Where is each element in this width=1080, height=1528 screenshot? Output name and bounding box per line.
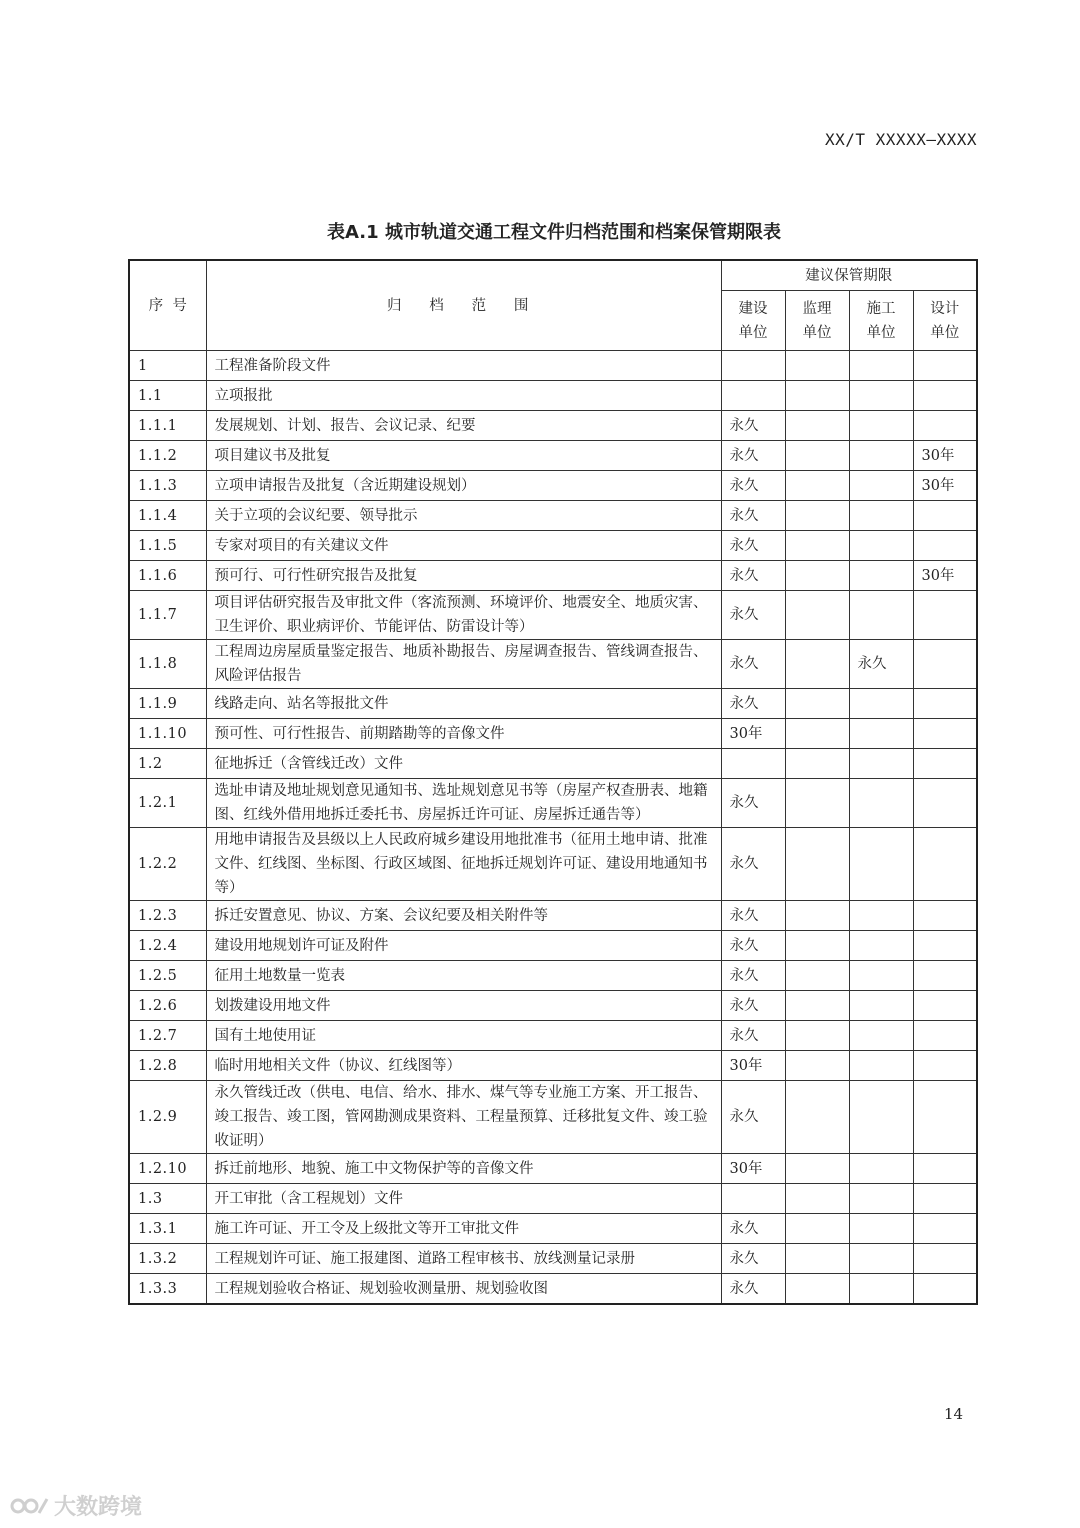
row-scope: 关于立项的会议纪要、领导批示 (206, 501, 721, 531)
row-number: 1.2.10 (129, 1154, 206, 1184)
row-scope: 开工审批（含工程规划）文件 (206, 1184, 721, 1214)
row-scope: 立项报批 (206, 381, 721, 411)
table-row (129, 1081, 977, 1154)
row-period-construction-owner (721, 351, 785, 381)
table-row (129, 1021, 977, 1051)
watermark-logo-icon (10, 1493, 50, 1519)
header-unit-construction-owner: 建设 单位 (721, 291, 785, 351)
row-period-construction-owner: 永久 (721, 961, 785, 991)
header-serial-number: 序 号 (129, 260, 206, 351)
table-body (129, 351, 977, 1305)
row-scope: 建设用地规划许可证及附件 (206, 931, 721, 961)
row-number: 1.2.5 (129, 961, 206, 991)
watermark-text: 大数跨境 (54, 1495, 143, 1520)
row-period-contractor (849, 531, 913, 561)
row-period-supervision (785, 991, 849, 1021)
row-scope: 专家对项目的有关建议文件 (206, 531, 721, 561)
table-row (129, 961, 977, 991)
row-period-design: 30年 (913, 471, 977, 501)
row-period-contractor (849, 471, 913, 501)
row-period-design (913, 719, 977, 749)
row-period-supervision (785, 351, 849, 381)
row-period-construction-owner: 永久 (721, 411, 785, 441)
table-row (129, 591, 977, 640)
row-period-contractor (849, 1154, 913, 1184)
row-period-supervision (785, 441, 849, 471)
row-period-contractor (849, 411, 913, 441)
archive-table (128, 259, 978, 1305)
row-period-contractor (849, 351, 913, 381)
row-period-design (913, 501, 977, 531)
row-period-supervision (785, 1021, 849, 1051)
table-row (129, 828, 977, 901)
table-row (129, 931, 977, 961)
row-period-design (913, 828, 977, 901)
table-title: 表A.1 城市轨道交通工程文件归档范围和档案保管期限表 (327, 222, 781, 243)
row-period-design (913, 640, 977, 689)
row-period-design: 30年 (913, 441, 977, 471)
row-scope: 工程规划许可证、施工报建图、道路工程审核书、放线测量记录册 (206, 1244, 721, 1274)
table-row (129, 640, 977, 689)
row-number: 1.2.2 (129, 828, 206, 901)
row-number: 1.1.9 (129, 689, 206, 719)
header-unit-supervision: 监理 单位 (785, 291, 849, 351)
row-period-supervision (785, 1081, 849, 1154)
row-period-design: 30年 (913, 561, 977, 591)
row-period-construction-owner: 永久 (721, 591, 785, 640)
row-period-contractor (849, 1081, 913, 1154)
row-period-design (913, 991, 977, 1021)
row-number: 1.2.3 (129, 901, 206, 931)
table-row (129, 1244, 977, 1274)
row-period-supervision (785, 749, 849, 779)
row-period-design (913, 931, 977, 961)
row-period-design (913, 1021, 977, 1051)
row-period-contractor (849, 1051, 913, 1081)
row-number: 1.2.6 (129, 991, 206, 1021)
row-period-contractor (849, 1214, 913, 1244)
row-period-supervision (785, 828, 849, 901)
row-period-supervision (785, 1214, 849, 1244)
row-period-contractor (849, 1184, 913, 1214)
row-number: 1.1.3 (129, 471, 206, 501)
row-number: 1.2 (129, 749, 206, 779)
row-period-contractor (849, 961, 913, 991)
row-scope: 划拨建设用地文件 (206, 991, 721, 1021)
row-period-contractor (849, 591, 913, 640)
row-number: 1.1.1 (129, 411, 206, 441)
row-scope: 预可行、可行性研究报告及批复 (206, 561, 721, 591)
header-archive-scope: 归 档 范 围 (206, 260, 721, 351)
row-period-contractor (849, 1274, 913, 1305)
row-period-construction-owner: 永久 (721, 561, 785, 591)
row-period-supervision (785, 471, 849, 501)
row-period-design (913, 531, 977, 561)
row-period-design (913, 961, 977, 991)
row-period-construction-owner: 30年 (721, 1051, 785, 1081)
row-scope: 预可性、可行性报告、前期踏勘等的音像文件 (206, 719, 721, 749)
row-period-construction-owner: 永久 (721, 1244, 785, 1274)
table-row (129, 901, 977, 931)
row-number: 1.1.4 (129, 501, 206, 531)
table-row (129, 1184, 977, 1214)
row-period-construction-owner: 永久 (721, 1274, 785, 1305)
row-period-construction-owner (721, 749, 785, 779)
row-period-supervision (785, 411, 849, 441)
row-period-construction-owner: 永久 (721, 441, 785, 471)
row-period-construction-owner (721, 381, 785, 411)
row-number: 1.1.8 (129, 640, 206, 689)
row-period-design (913, 1081, 977, 1154)
row-scope: 拆迁前地形、地貌、施工中文物保护等的音像文件 (206, 1154, 721, 1184)
row-period-contractor (849, 1021, 913, 1051)
row-period-supervision (785, 591, 849, 640)
table-row (129, 1154, 977, 1184)
row-period-construction-owner: 永久 (721, 991, 785, 1021)
row-scope: 临时用地相关文件（协议、红线图等） (206, 1051, 721, 1081)
row-period-contractor (849, 561, 913, 591)
row-number: 1.1.2 (129, 441, 206, 471)
row-scope: 永久管线迁改（供电、电信、给水、排水、煤气等专业施工方案、开工报告、竣工报告、竣工图，管网勘测成果资料、工程量预算、迁移批复文件、竣工验收证明） (206, 1081, 721, 1154)
row-period-supervision (785, 1154, 849, 1184)
row-period-contractor (849, 441, 913, 471)
row-period-construction-owner: 永久 (721, 931, 785, 961)
table-row (129, 531, 977, 561)
table-row (129, 351, 977, 381)
row-period-construction-owner: 永久 (721, 901, 785, 931)
row-number: 1.1.10 (129, 719, 206, 749)
row-scope: 征地拆迁（含管线迁改）文件 (206, 749, 721, 779)
row-period-contractor (849, 779, 913, 828)
table-row (129, 779, 977, 828)
page-number: 14 (944, 1405, 964, 1423)
row-scope: 工程周边房屋质量鉴定报告、地质补勘报告、房屋调查报告、管线调查报告、风险评估报告 (206, 640, 721, 689)
row-period-supervision (785, 640, 849, 689)
row-period-contractor (849, 501, 913, 531)
row-period-design (913, 1184, 977, 1214)
row-period-construction-owner (721, 1184, 785, 1214)
row-period-contractor (849, 749, 913, 779)
row-period-contractor (849, 381, 913, 411)
watermark (10, 1490, 142, 1521)
table-row (129, 381, 977, 411)
row-number: 1.1.7 (129, 591, 206, 640)
row-period-construction-owner: 永久 (721, 1214, 785, 1244)
row-period-design (913, 749, 977, 779)
row-scope: 拆迁安置意见、协议、方案、会议纪要及相关附件等 (206, 901, 721, 931)
table-row (129, 749, 977, 779)
row-number: 1.2.7 (129, 1021, 206, 1051)
row-period-contractor (849, 931, 913, 961)
row-period-design (913, 591, 977, 640)
table-row (129, 991, 977, 1021)
row-period-design (913, 381, 977, 411)
table-row (129, 441, 977, 471)
row-period-supervision (785, 1274, 849, 1305)
row-period-design (913, 351, 977, 381)
row-period-construction-owner: 永久 (721, 531, 785, 561)
row-period-design (913, 1051, 977, 1081)
row-scope: 选址申请及地址规划意见通知书、选址规划意见书等（房屋产权查册表、地籍图、红线外借用地拆迁委托书、房屋拆迁许可证、房屋拆迁通告等） (206, 779, 721, 828)
row-period-supervision (785, 1244, 849, 1274)
row-period-construction-owner: 永久 (721, 640, 785, 689)
row-period-contractor (849, 991, 913, 1021)
row-number: 1.1.5 (129, 531, 206, 561)
row-period-supervision (785, 1051, 849, 1081)
table-row (129, 501, 977, 531)
row-number: 1.3.2 (129, 1244, 206, 1274)
row-period-design (913, 1274, 977, 1305)
row-period-construction-owner: 永久 (721, 828, 785, 901)
row-period-design (913, 1154, 977, 1184)
row-period-design (913, 779, 977, 828)
table-row (129, 471, 977, 501)
row-period-supervision (785, 501, 849, 531)
table-row (129, 1051, 977, 1081)
row-number: 1 (129, 351, 206, 381)
row-period-contractor (849, 1244, 913, 1274)
header-unit-contractor: 施工 单位 (849, 291, 913, 351)
row-scope: 立项申请报告及批复（含近期建设规划） (206, 471, 721, 501)
row-period-design (913, 1244, 977, 1274)
row-scope: 工程规划验收合格证、规划验收测量册、规划验收图 (206, 1274, 721, 1305)
row-period-construction-owner: 永久 (721, 501, 785, 531)
row-period-supervision (785, 901, 849, 931)
row-period-design (913, 1214, 977, 1244)
row-number: 1.2.4 (129, 931, 206, 961)
row-scope: 征用土地数量一览表 (206, 961, 721, 991)
row-number: 1.2.8 (129, 1051, 206, 1081)
row-number: 1.3.3 (129, 1274, 206, 1305)
row-number: 1.3.1 (129, 1214, 206, 1244)
row-period-contractor (849, 901, 913, 931)
row-period-design (913, 411, 977, 441)
row-period-construction-owner: 永久 (721, 689, 785, 719)
table-row (129, 1274, 977, 1305)
header-unit-design: 设计 单位 (913, 291, 977, 351)
row-period-supervision (785, 561, 849, 591)
row-scope: 用地申请报告及县级以上人民政府城乡建设用地批准书（征用土地申请、批准文件、红线图、坐标图、行政区域图、征地拆迁规划许可证、建设用地通知书等） (206, 828, 721, 901)
header-retention-period: 建议保管期限 (721, 260, 977, 291)
row-period-construction-owner: 永久 (721, 779, 785, 828)
table-row (129, 561, 977, 591)
row-period-construction-owner: 永久 (721, 1081, 785, 1154)
row-number: 1.3 (129, 1184, 206, 1214)
row-period-supervision (785, 381, 849, 411)
row-period-supervision (785, 931, 849, 961)
table-row (129, 689, 977, 719)
row-period-design (913, 901, 977, 931)
table-row (129, 1214, 977, 1244)
row-period-contractor (849, 828, 913, 901)
row-scope: 线路走向、站名等报批文件 (206, 689, 721, 719)
document-code: XX/T XXXXX—XXXX (825, 130, 977, 149)
row-period-supervision (785, 719, 849, 749)
row-period-construction-owner: 30年 (721, 719, 785, 749)
row-number: 1.2.9 (129, 1081, 206, 1154)
table-row (129, 719, 977, 749)
row-period-construction-owner: 永久 (721, 1021, 785, 1051)
row-period-supervision (785, 1184, 849, 1214)
row-scope: 施工许可证、开工令及上级批文等开工审批文件 (206, 1214, 721, 1244)
row-period-construction-owner: 永久 (721, 471, 785, 501)
row-number: 1.1 (129, 381, 206, 411)
row-period-supervision (785, 531, 849, 561)
row-period-supervision (785, 689, 849, 719)
row-scope: 发展规划、计划、报告、会议记录、纪要 (206, 411, 721, 441)
row-period-contractor: 永久 (849, 640, 913, 689)
row-scope: 国有土地使用证 (206, 1021, 721, 1051)
row-number: 1.1.6 (129, 561, 206, 591)
row-period-supervision (785, 961, 849, 991)
row-period-contractor (849, 719, 913, 749)
row-scope: 项目评估研究报告及审批文件（客流预测、环境评价、地震安全、地质灾害、卫生评价、职业病评价、节能评估、防雷设计等） (206, 591, 721, 640)
row-scope: 工程准备阶段文件 (206, 351, 721, 381)
row-period-construction-owner: 30年 (721, 1154, 785, 1184)
row-number: 1.2.1 (129, 779, 206, 828)
row-period-design (913, 689, 977, 719)
table-row (129, 411, 977, 441)
row-scope: 项目建议书及批复 (206, 441, 721, 471)
row-period-contractor (849, 689, 913, 719)
row-period-supervision (785, 779, 849, 828)
